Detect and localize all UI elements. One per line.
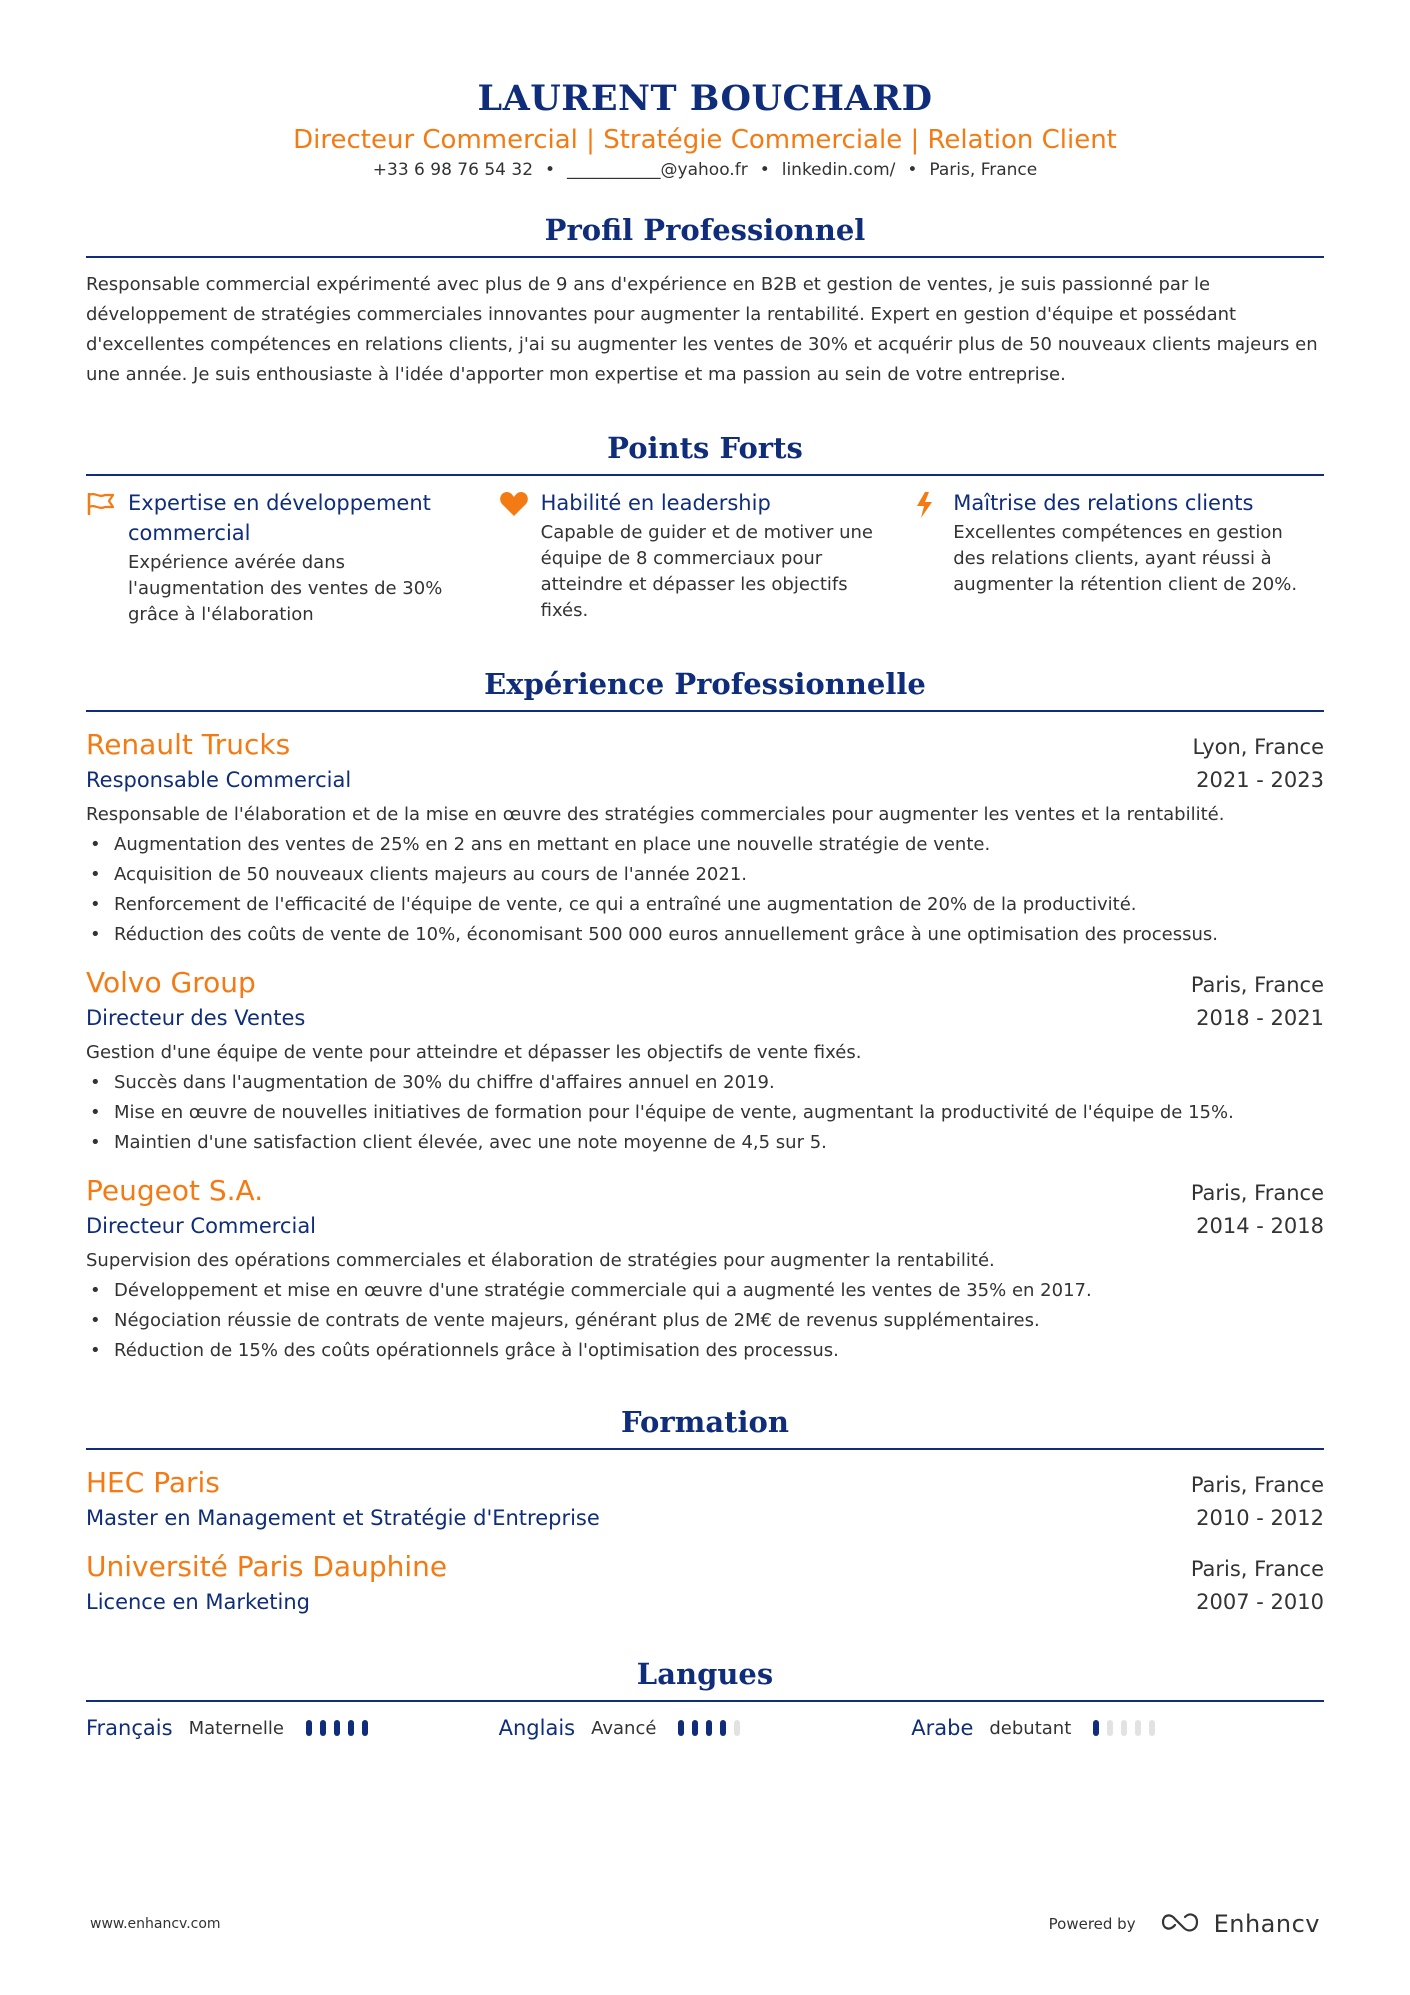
section-divider [86,710,1324,712]
bolt-icon [911,488,953,628]
language-name: Anglais [498,1716,576,1740]
education-dates: 2010 - 2012 [1196,1506,1324,1530]
achievement-list [86,830,1324,950]
rating-dot-empty [1121,1720,1127,1736]
job-description: Supervision des opérations commerciales et élaboration de stratégies pour augmenter la rentabilité. [86,1250,995,1271]
education-entry [86,1464,1324,1534]
rating-dot-empty [1135,1720,1141,1736]
rating-dot-filled [678,1720,684,1736]
separator: • [907,160,918,180]
rating-dot-filled [692,1720,698,1736]
rating-dot-filled [306,1720,312,1736]
experience-entry [86,964,1324,1158]
language-level: Avancé [591,1717,657,1739]
list-item: • Réduction de 15% des coûts opérationnels grâce à l'optimisation des processus. [114,1336,1324,1366]
company-name: Renault Trucks [86,728,291,761]
rating-dot-filled [706,1720,712,1736]
strength-title: Maîtrise des relations clients [953,491,1254,515]
experience-section [86,664,1324,1366]
list-item: • Renforcement de l'efficacité de l'équipe de vente, ce qui a entraîné une augmentation de 20% de la productivité. [114,890,1324,920]
language-item [911,1716,1324,1740]
list-item: • Réduction des coûts de vente de 10%, économisant 500 000 euros annuellement grâce à une optimisation des processus. [114,920,1324,950]
job-dates: 2014 - 2018 [1196,1214,1324,1238]
section-divider [86,256,1324,258]
section-title-profile: Profil Professionnel [544,213,866,247]
job-location: Lyon, France [1192,735,1324,759]
list-item: • Augmentation des ventes de 25% en 2 ans en mettant en place une nouvelle stratégie de vente. [114,830,1324,860]
experience-entry [86,1172,1324,1366]
linkedin-link[interactable]: linkedin.com/ [781,160,896,180]
achievement-list [86,1068,1324,1158]
separator: • [759,160,770,180]
language-item [499,1716,912,1740]
school-name: HEC Paris [86,1466,220,1499]
school-name: Université Paris Dauphine [86,1550,448,1583]
enhancv-logo-icon [1160,1911,1200,1937]
rating-dot-filled [720,1720,726,1736]
rating-dot-filled [362,1720,368,1736]
language-item [86,1716,499,1740]
rating-dots [1093,1720,1155,1736]
languages-section [86,1654,1324,1740]
job-role: Directeur des Ventes [86,1006,306,1030]
section-divider [86,1448,1324,1450]
profile-summary: Responsable commercial expérimenté avec plus de 9 ans d'expérience en B2B et gestion de ventes, je suis passionné par le développement de stratégies commerciales innovantes pour augmenter la rentabilité. Expert en gestion d'équipe et possédant d'excellentes compétences en relations clients, j'ai su augmenter les ventes de 30% et acquérir plus de 50 nouveaux clients majeurs en une année. Je suis enthousiaste à l'idée d'apporter mon expertise et ma passion au sein de votre entreprise. [86,274,1318,385]
company-name: Volvo Group [86,966,256,999]
strengths-section [86,428,1324,628]
degree: Master en Management et Stratégie d'Entreprise [86,1506,600,1530]
job-role: Directeur Commercial [86,1214,317,1238]
strength-item [499,488,912,628]
job-location: Paris, France [1190,973,1324,997]
rating-dots [306,1720,368,1736]
rating-dot-filled [348,1720,354,1736]
resume-header [86,0,1324,182]
rating-dot-filled [320,1720,326,1736]
candidate-name: LAURENT BOUCHARD [477,78,933,119]
list-item: • Succès dans l'augmentation de 30% du chiffre d'affaires annuel en 2019. [114,1068,1324,1098]
section-title-strengths: Points Forts [607,431,803,465]
job-dates: 2021 - 2023 [1196,768,1324,792]
strength-desc: Expérience avérée dans l'augmentation des ventes de 30% grâce à l'élaboration [128,552,443,625]
section-title-experience: Expérience Professionnelle [484,667,926,701]
job-description: Responsable de l'élaboration et de la mise en œuvre des stratégies commerciales pour augmenter les ventes et la rentabilité. [86,804,1225,825]
strength-title: Expertise en développement commercial [128,491,431,545]
job-location: Paris, France [1190,1181,1324,1205]
job-role: Responsable Commercial [86,768,352,792]
footer [90,1910,1320,1938]
list-item: • Mise en œuvre de nouvelles initiatives de formation pour l'équipe de vente, augmentant la productivité de l'équipe de 15%. [114,1098,1324,1128]
contact-line [86,158,1324,182]
flag-icon [86,488,128,628]
section-divider [86,474,1324,476]
powered-by [1049,1910,1320,1938]
education-entry [86,1548,1324,1618]
school-location: Paris, France [1190,1557,1324,1581]
experience-entry [86,726,1324,950]
section-title-languages: Langues [636,1657,774,1691]
strength-title: Habilité en leadership [540,491,771,515]
job-description: Gestion d'une équipe de vente pour atteindre et dépasser les objectifs de vente fixés. [86,1042,862,1063]
language-name: Arabe [911,1716,974,1740]
degree: Licence en Marketing [86,1590,311,1614]
profile-section [86,210,1324,390]
location: Paris, France [929,160,1038,180]
language-level: Maternelle [188,1717,284,1739]
language-level: debutant [989,1717,1072,1739]
achievement-list [86,1276,1324,1366]
email[interactable]: ___________@yahoo.fr [567,160,748,180]
rating-dot-filled [334,1720,340,1736]
rating-dot-empty [1149,1720,1155,1736]
candidate-title: Directeur Commercial | Stratégie Commerciale | Relation Client [293,125,1117,155]
heart-icon [499,488,541,628]
rating-dot-empty [734,1720,740,1736]
section-title-education: Formation [621,1405,789,1439]
resume-page [86,0,1324,1740]
education-dates: 2007 - 2010 [1196,1590,1324,1614]
separator: • [545,160,556,180]
job-dates: 2018 - 2021 [1196,1006,1324,1030]
rating-dot-filled [1093,1720,1099,1736]
company-name: Peugeot S.A. [86,1174,264,1207]
brand-name: Enhancv [1213,1910,1320,1938]
powered-by-label: Powered by [1048,1915,1136,1933]
phone: +33 6 98 76 54 32 [372,160,534,180]
education-section [86,1402,1324,1618]
school-location: Paris, France [1190,1473,1324,1497]
list-item: • Maintien d'une satisfaction client élevée, avec une note moyenne de 4,5 sur 5. [114,1128,1324,1158]
footer-url[interactable]: www.enhancv.com [90,1916,221,1932]
strength-item [911,488,1324,628]
strength-desc: Excellentes compétences en gestion des relations clients, ayant réussi à augmenter la rétention client de 20%. [953,522,1298,595]
rating-dots [678,1720,740,1736]
language-name: Français [86,1716,173,1740]
strength-item [86,488,499,628]
list-item: • Développement et mise en œuvre d'une stratégie commerciale qui a augmenté les ventes de 35% en 2017. [114,1276,1324,1306]
list-item: • Acquisition de 50 nouveaux clients majeurs au cours de l'année 2021. [114,860,1324,890]
strength-desc: Capable de guider et de motiver une équipe de 8 commerciaux pour atteindre et dépasser les objectifs fixés. [540,522,874,621]
section-divider [86,1700,1324,1702]
list-item: • Négociation réussie de contrats de vente majeurs, générant plus de 2M€ de revenus supplémentaires. [114,1306,1324,1336]
rating-dot-empty [1107,1720,1113,1736]
